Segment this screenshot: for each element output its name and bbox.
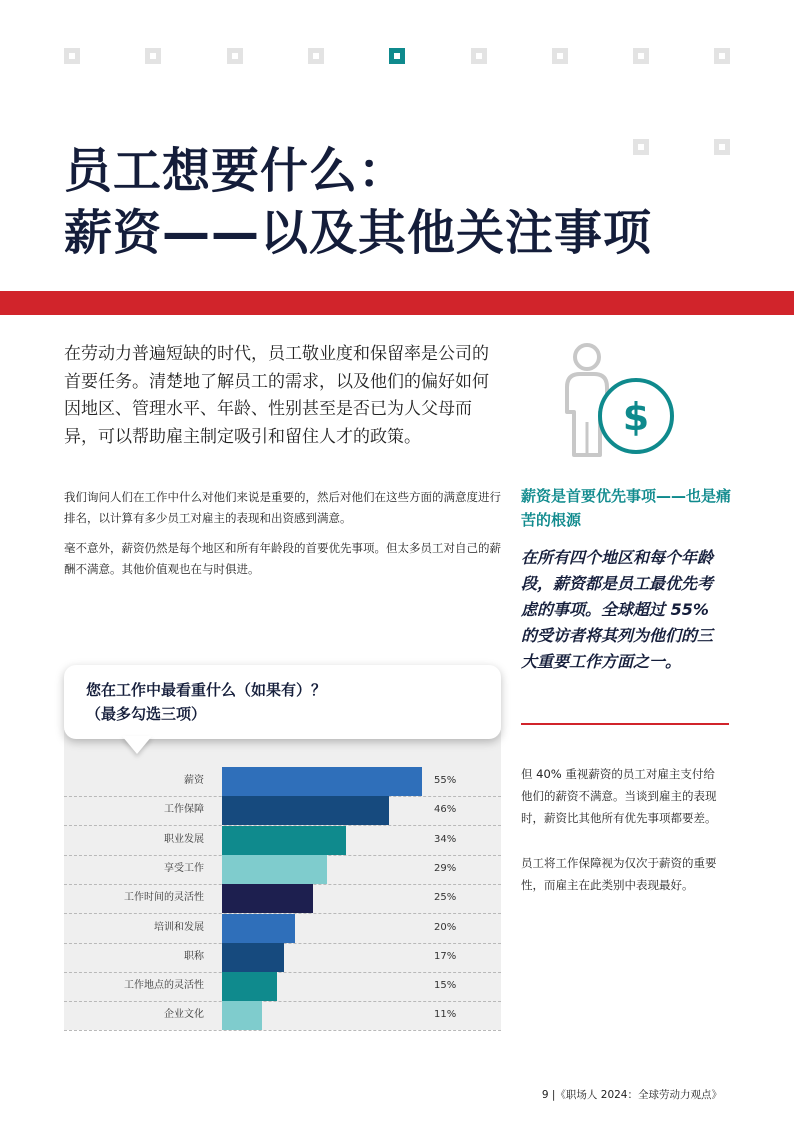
chart-bar — [222, 914, 295, 943]
decor-square — [552, 48, 568, 64]
chart-title-line1: 您在工作中最看重什么（如果有）？ — [86, 681, 327, 699]
page-title — [64, 140, 652, 264]
body-paragraph-2: 毫不意外，薪资仍然是每个地区和所有年龄段的首要优先事项。但太多员工对自己的薪酬不满意。其他价值观也在与时俱进。 — [64, 541, 501, 576]
chart-value-label: 20% — [434, 921, 457, 933]
chart-bar — [222, 796, 389, 825]
page-footer: 9 |《职场人 2024：全球劳动力观点》 — [541, 1089, 722, 1101]
svg-text:$: $ — [622, 395, 650, 439]
chart-category-label: 培训和发展 — [154, 921, 204, 933]
page-title-line2: 薪资——以及其他关注事项 — [64, 205, 653, 261]
decor-square — [145, 48, 161, 64]
chart-bar — [222, 943, 284, 972]
lead-paragraph: 在劳动力普遍短缺的时代，员工敬业度和保留率是公司的首要任务。清楚地了解员工的需求，以及他们的偏好如何因地区、管理水平、年龄、性别甚至是否已为人父母而异，可以帮助雇主制定吸引和留住人才的政策。 — [64, 344, 489, 447]
page-title-line1: 员工想要什么： — [64, 143, 408, 199]
chart-row-divider — [64, 972, 501, 973]
chart-bar — [222, 826, 346, 855]
sidebar-rule — [521, 723, 729, 725]
sidebar-paragraph-2: 员工将工作保障视为仅次于薪资的重要性，而雇主在此类别中表现最好。 — [521, 856, 717, 892]
red-divider-band — [0, 291, 794, 315]
chart-title-bubble-tail — [122, 736, 152, 754]
chart-category-label: 工作地点的灵活性 — [124, 980, 204, 992]
chart-title-line2: （最多勾选三项） — [86, 705, 207, 723]
chart-category-label: 享受工作 — [164, 862, 204, 874]
chart-value-label: 46% — [434, 804, 457, 816]
chart-bar — [222, 855, 327, 884]
person-dollar-icon — [556, 340, 686, 465]
chart-bar — [222, 767, 422, 796]
decor-square — [471, 48, 487, 64]
chart-category-label: 工作保障 — [164, 804, 204, 816]
chart-category-label: 企业文化 — [164, 1009, 204, 1021]
decor-square — [227, 48, 243, 64]
chart-value-label: 11% — [434, 1009, 457, 1021]
decor-square — [714, 48, 730, 64]
chart-value-label: 29% — [434, 862, 457, 874]
chart-bar — [222, 972, 277, 1001]
sidebar-heading: 薪资是首要优先事项——也是痛苦的根源 — [521, 487, 732, 529]
decor-square — [308, 48, 324, 64]
chart-row-divider — [64, 1030, 501, 1031]
chart-bar — [222, 1001, 262, 1030]
sidebar-paragraph-1: 但 40% 重视薪资的员工对雇主支付给他们的薪资不满意。当谈到雇主的表现时，薪资比其他所有优先事项都要差。 — [521, 767, 717, 825]
chart-bar — [222, 884, 313, 913]
decor-square — [64, 48, 80, 64]
decor-square-accent — [389, 48, 405, 64]
chart-category-label: 职业发展 — [164, 833, 204, 845]
chart-value-label: 25% — [434, 892, 457, 904]
chart-value-label: 55% — [434, 775, 457, 786]
chart-category-label: 薪资 — [184, 775, 204, 786]
decor-square — [714, 139, 730, 155]
chart-value-label: 17% — [434, 950, 457, 962]
chart-title — [86, 678, 326, 726]
chart-category-label: 工作时间的灵活性 — [124, 892, 204, 904]
chart-row-divider — [64, 1001, 501, 1002]
body-paragraph-1: 我们询问人们在工作中什么对他们来说是重要的，然后对他们在这些方面的满意度进行排名，以计算有多少员工对雇主的表现和出资感到满意。 — [64, 490, 501, 525]
chart-value-label: 15% — [434, 980, 457, 992]
chart-value-label: 34% — [434, 833, 457, 845]
decor-square — [633, 48, 649, 64]
chart-category-label: 职称 — [184, 950, 204, 962]
sidebar-pullquote: 在所有四个地区和每个年龄段，薪资都是员工最优先考虑的事项。全球超过 55% 的受访者将其列为他们的三大重要工作方面之一。 — [521, 548, 714, 671]
